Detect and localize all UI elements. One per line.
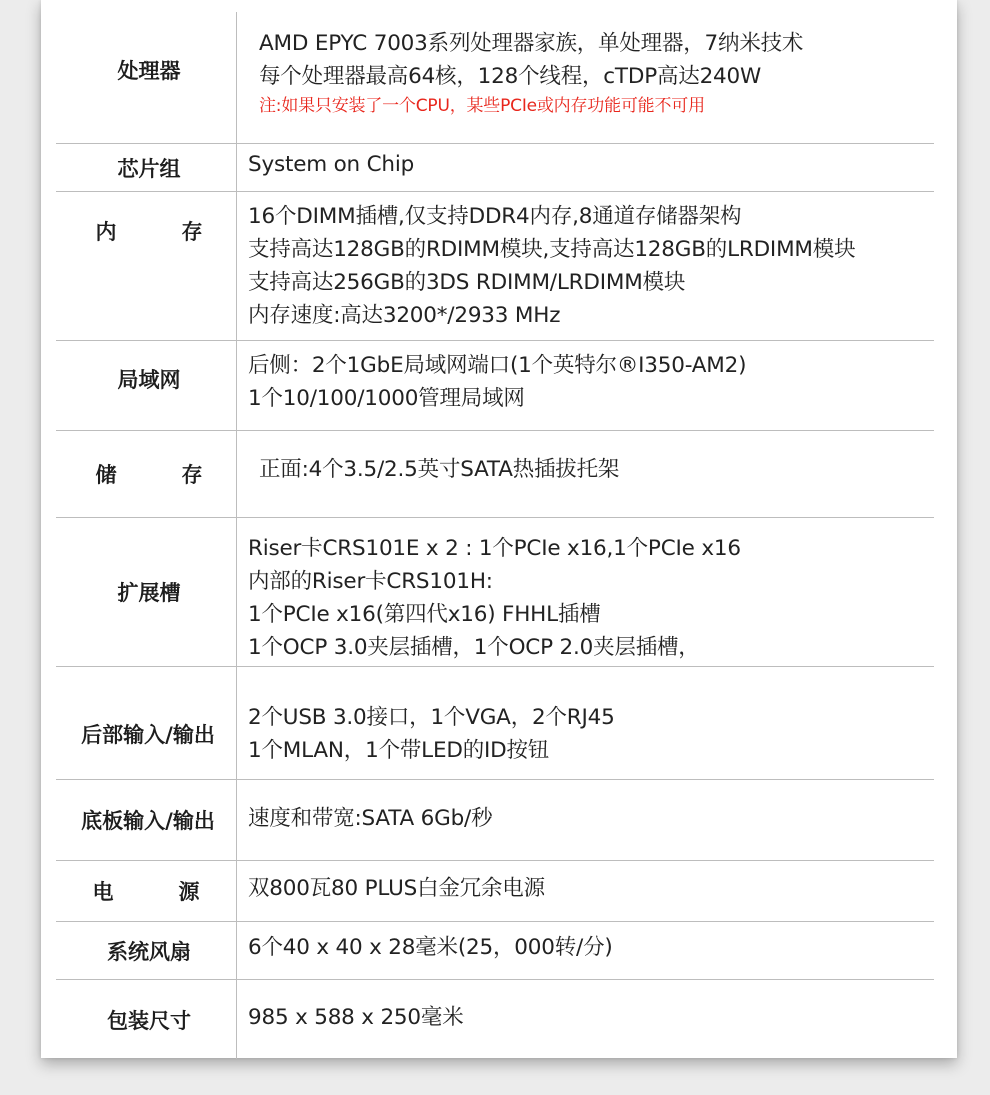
spec-row-memory <box>56 192 934 341</box>
spec-row-storage <box>56 431 934 518</box>
spec-line: 1个MLAN，1个带LED的ID按钮 <box>248 738 550 763</box>
spec-label: 内 存 <box>56 192 237 340</box>
spec-value <box>237 341 934 430</box>
spec-row-processor <box>56 12 934 144</box>
spec-value <box>237 980 934 1059</box>
spec-line: 内存速度:高达3200*/2933 MHz <box>248 303 561 328</box>
spec-card <box>41 0 957 1058</box>
spec-line: 2个USB 3.0接口，1个VGA，2个RJ45 <box>248 705 615 730</box>
spec-value <box>237 667 934 779</box>
spec-label: 扩展槽 <box>56 518 237 666</box>
spec-line: 后侧：2个1GbE局域网端口(1个英特尔®I350-AM2) <box>248 352 747 378</box>
spec-value <box>237 12 934 143</box>
spec-line: 1个10/100/1000管理局域网 <box>248 385 525 411</box>
spec-row-chipset <box>56 144 934 192</box>
spec-row-backplane-io <box>56 780 934 861</box>
spec-value <box>237 431 934 517</box>
spec-value <box>237 144 934 191</box>
spec-row-power <box>56 861 934 922</box>
spec-row-expansion <box>56 518 934 667</box>
spec-line: 正面:4个3.5/2.5英寸SATA热插拔托架 <box>259 457 620 482</box>
spec-table <box>56 12 934 1059</box>
spec-line: 985 x 588 x 250毫米 <box>248 1005 464 1030</box>
spec-label: 电 源 <box>56 861 237 921</box>
spec-label: 芯片组 <box>56 144 237 191</box>
spec-value <box>237 192 934 340</box>
spec-label: 底板输入/输出 <box>56 780 237 860</box>
spec-label: 后部输入/输出 <box>56 667 237 779</box>
spec-label: 储 存 <box>56 431 237 517</box>
spec-line: 每个处理器最高64核，128个线程，cTDP高达240W <box>259 63 762 89</box>
spec-line: 速度和带宽:SATA 6Gb/秒 <box>248 805 493 831</box>
spec-row-package <box>56 980 934 1059</box>
spec-value <box>237 518 934 666</box>
spec-line: 1个PCIe x16(第四代x16) FHHL插槽 <box>248 602 601 627</box>
spec-label: 处理器 <box>56 12 237 143</box>
spec-line: System on Chip <box>248 152 415 177</box>
spec-line: 1个OCP 3.0夹层插槽，1个OCP 2.0夹层插槽， <box>248 635 700 660</box>
spec-line: AMD EPYC 7003系列处理器家族，单处理器，7纳米技术 <box>259 30 804 56</box>
spec-line: 6个40 x 40 x 28毫米(25，000转/分) <box>248 935 613 960</box>
spec-row-lan <box>56 341 934 431</box>
spec-line: 16个DIMM插槽,仅支持DDR4内存,8通道存储器架构 <box>248 204 742 229</box>
spec-note: 注:如果只安装了一个CPU，某些PCIe或内存功能可能不可用 <box>259 95 705 116</box>
spec-label: 包装尺寸 <box>56 980 237 1059</box>
spec-line: 支持高达256GB的3DS RDIMM/LRDIMM模块 <box>248 270 686 295</box>
spec-value <box>237 861 934 921</box>
spec-line: 双800瓦80 PLUS白金冗余电源 <box>248 875 545 901</box>
spec-line: 支持高达128GB的RDIMM模块,支持高达128GB的LRDIMM模块 <box>248 237 856 262</box>
spec-value <box>237 780 934 860</box>
spec-line: Riser卡CRS101E x 2 : 1个PCIe x16,1个PCIe x16 <box>248 536 741 561</box>
spec-row-fans <box>56 922 934 980</box>
spec-row-rear-io <box>56 667 934 780</box>
spec-label: 系统风扇 <box>56 922 237 979</box>
spec-value <box>237 922 934 979</box>
spec-line: 内部的Riser卡CRS101H: <box>248 569 493 594</box>
spec-label: 局域网 <box>56 341 237 430</box>
